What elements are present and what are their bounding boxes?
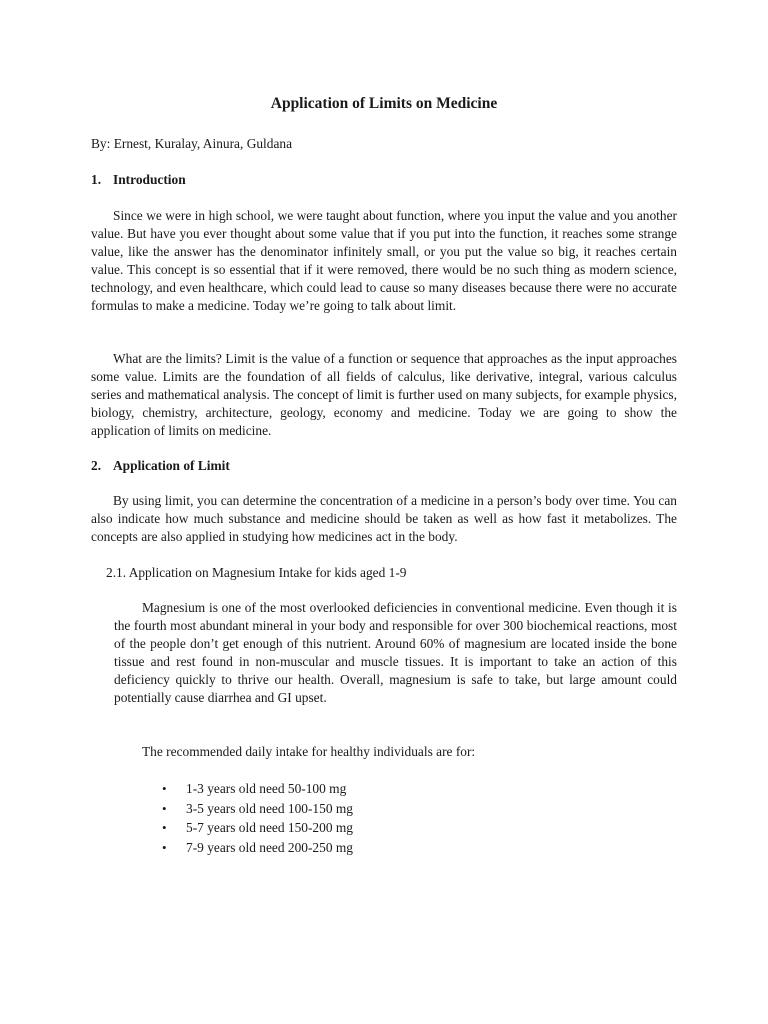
author-line: By: Ernest, Kuralay, Ainura, Guldana: [91, 136, 293, 151]
bullet-icon: •: [162, 839, 167, 855]
intake-list: [162, 780, 353, 858]
intro-paragraph-1: Since we were in high school, we were taught about function, where you input the value and you another value. But have you ever thought about some value that if you put into the function, it reaches some strange value, like the answer has the denominator infinitely small, or you put the value so big, it reaches certain value. This concept is so essential that if it were removed, there would be no such thing as modern science, technology, and even healthcare, which could lead to cause so many diseases because there were no accurate formulas to make a medicine. Today we’re going to talk about limit.: [91, 208, 677, 313]
list-item: [162, 819, 353, 839]
magnesium-paragraph: Magnesium is one of the most overlooked deficiencies in conventional medicine. Even though it is the fourth most abundant mineral in your body and responsible for over 300 biochemical reactions, most of the people don’t get enough of this nutrient. Around 60% of magnesium are located inside the bone tissue and rest found in non-muscular and muscle tissues. It is important to take an action of this deficiency quickly to thrive our health. Overall, magnesium is safe to take, but large amount could potentially cause diarrhea and GI upset.: [114, 600, 677, 705]
section-title: Application of Limit: [113, 458, 230, 473]
section-number: 2.: [91, 458, 102, 473]
application-paragraph: By using limit, you can determine the concentration of a medicine in a person’s body over time. You can also indicate how much substance and medicine should be taken as well as how fast it metabolizes. The concepts are also applied in studying how medicines act in the body.: [91, 493, 677, 544]
section-number: 1.: [91, 172, 102, 187]
list-item: [162, 839, 353, 859]
section-heading-introduction: [91, 171, 186, 189]
intro-paragraph-2: What are the limits? Limit is the value of a function or sequence that approaches as the input approaches some value. Limits are the foundation of all fields of calculus, like derivative, integral, various calculus series and mathematical analysis. The concept of limit is further used on many subjects, for example physics, biology, chemistry, architecture, geology, economy and medicine. Today we are going to show the application of limits on medicine.: [91, 351, 677, 438]
bullet-icon: •: [162, 800, 167, 816]
section-heading-application: [91, 457, 230, 475]
subsection-heading: 2.1. Application on Magnesium Intake for kids aged 1-9: [106, 565, 407, 580]
list-item: [162, 800, 353, 820]
list-item-text: 3-5 years old need 100-150 mg: [186, 800, 353, 816]
list-item-text: 5-7 years old need 150-200 mg: [186, 820, 353, 835]
list-item-text: 1-3 years old need 50-100 mg: [186, 781, 347, 796]
bullet-icon: •: [162, 820, 167, 835]
intake-intro: The recommended daily intake for healthy individuals are for:: [142, 744, 476, 759]
document-title: Application of Limits on Medicine: [270, 95, 498, 112]
list-item-text: 7-9 years old need 200-250 mg: [186, 839, 353, 855]
section-title: Introduction: [113, 172, 186, 187]
list-item: [162, 780, 353, 800]
bullet-icon: •: [162, 781, 167, 796]
